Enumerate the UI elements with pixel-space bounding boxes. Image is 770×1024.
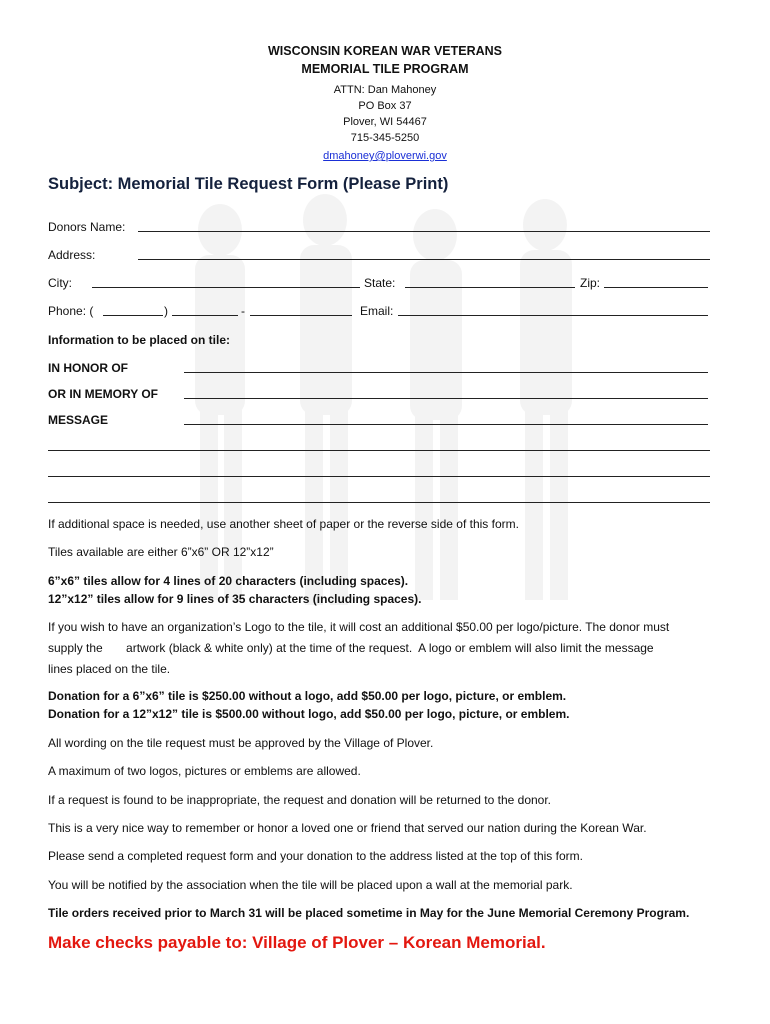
state-label: State: (364, 276, 396, 290)
po-box: PO Box 37 (358, 100, 412, 112)
twelve-by-twelve-note: 12”x12” tiles allow for 9 lines of 35 characters (including spaces). (48, 592, 422, 606)
zip-field[interactable] (604, 287, 708, 288)
checks-payable-notice: Make checks payable to: Village of Plover – Korean Memorial. (48, 933, 546, 952)
honor-loved-one-note: This is a very nice way to remember or honor a loved one or friend that served our nation during the Korean War. (48, 821, 647, 835)
phone-area-code-field[interactable] (103, 315, 163, 316)
send-form-note: Please send a completed request form and your donation to the address listed at the top of this form. (48, 849, 583, 863)
state-field[interactable] (405, 287, 575, 288)
phone-dash: - (241, 304, 245, 318)
donors-name-field[interactable] (138, 231, 710, 232)
orders-deadline-note: Tile orders received prior to March 31 will be placed sometime in May for the June Memorial Ceremony Program. (48, 906, 690, 920)
tile-info-heading: Information to be placed on tile: (48, 333, 231, 347)
message-label: MESSAGE (48, 413, 109, 427)
logo-paragraph-line-3: lines placed on the tile. (48, 662, 171, 676)
in-memory-field[interactable] (184, 398, 708, 399)
zip-label: Zip: (580, 276, 601, 290)
donors-name-label: Donors Name: (48, 220, 126, 234)
message-field[interactable] (184, 424, 708, 425)
inappropriate-note: If a request is found to be inappropriate, the request and donation will be returned to the donor. (48, 793, 552, 807)
donation-6x6-note: Donation for a 6”x6” tile is $250.00 without a logo, add $50.00 per logo, picture, or emblem. (48, 689, 567, 703)
tiles-available-note: Tiles available are either 6”x6” OR 12”x12” (48, 545, 274, 559)
address-label: Address: (48, 248, 96, 262)
contact-phone: 715-345-5250 (350, 132, 420, 144)
in-honor-field[interactable] (184, 372, 708, 373)
logo-paragraph-line-2: supply the artwork (black & white only) at the time of the request. A logo or emblem will also limit the message (48, 641, 654, 655)
email-label: Email: (360, 304, 394, 318)
contact-email-link[interactable]: dmahoney@ploverwi.gov (323, 150, 447, 162)
email-field[interactable] (398, 315, 708, 316)
city-state-zip: Plover, WI 54467 (343, 116, 427, 128)
attn-line: ATTN: Dan Mahoney (333, 84, 437, 96)
donation-12x12-note: Donation for a 12”x12” tile is $500.00 without logo, add $50.00 per logo, picture, or emblem. (48, 707, 570, 721)
notification-note: You will be notified by the association when the tile will be placed upon a wall at the memorial park. (48, 878, 573, 892)
phone-paren-close: ) (164, 304, 168, 318)
org-name: WISCONSIN KOREAN WAR VETERANS (267, 44, 503, 58)
phone-label: Phone: ( (48, 304, 94, 318)
program-name: MEMORIAL TILE PROGRAM (301, 62, 469, 76)
phone-number-field[interactable] (250, 315, 352, 316)
message-line-3[interactable] (48, 476, 710, 477)
address-field[interactable] (138, 259, 710, 260)
city-label: City: (48, 276, 72, 290)
in-honor-label: IN HONOR OF (48, 361, 128, 375)
max-logos-note: A maximum of two logos, pictures or emblems are allowed. (48, 764, 361, 778)
subject-heading: Subject: Memorial Tile Request Form (Please Print) (48, 175, 449, 193)
additional-space-note: If additional space is needed, use another sheet of paper or the reverse side of this form. (48, 517, 519, 531)
phone-prefix-field[interactable] (172, 315, 238, 316)
six-by-six-note: 6”x6” tiles allow for 4 lines of 20 characters (including spaces). (48, 574, 409, 588)
message-line-2[interactable] (48, 450, 710, 451)
logo-paragraph-line-1: If you wish to have an organization’s Logo to the tile, it will cost an additional $50.00 per logo/picture. The donor must (48, 620, 670, 634)
in-memory-label: OR IN MEMORY OF (48, 387, 159, 401)
wording-approval-note: All wording on the tile request must be approved by the Village of Plover. (48, 736, 434, 750)
message-line-4[interactable] (48, 502, 710, 503)
city-field[interactable] (92, 287, 360, 288)
letterhead (0, 42, 770, 164)
